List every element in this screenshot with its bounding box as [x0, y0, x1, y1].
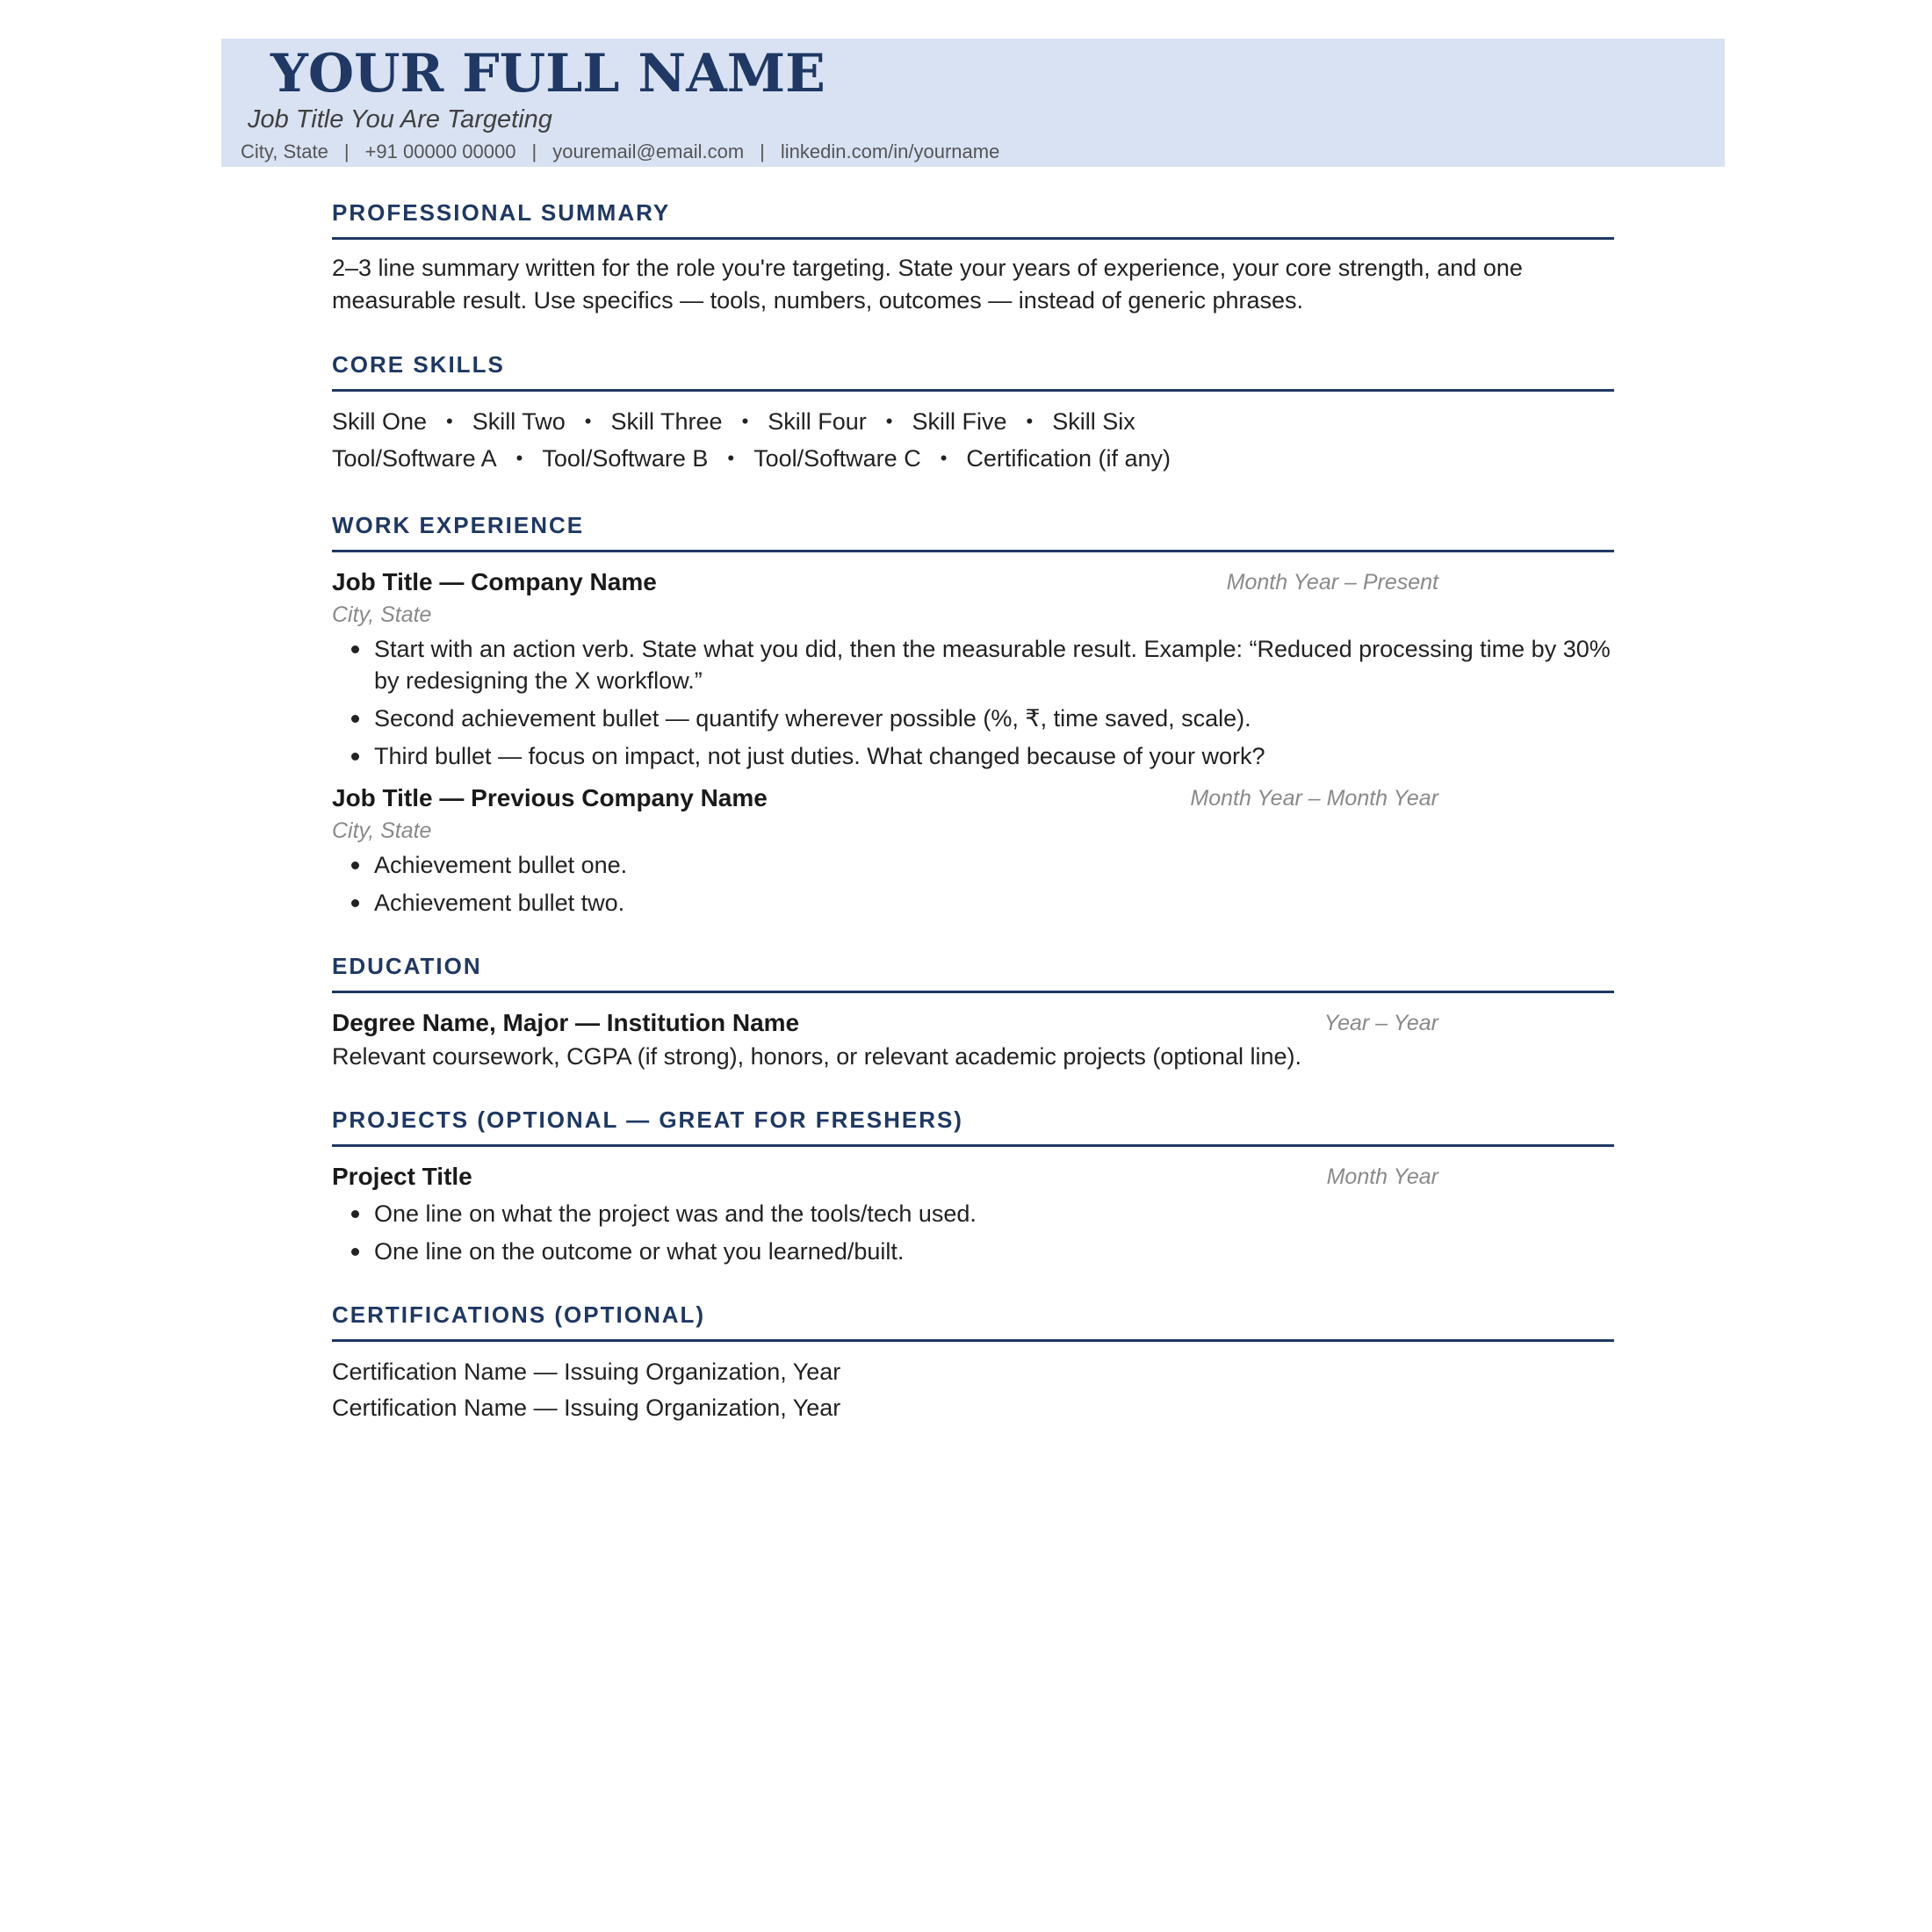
job-location: City, State	[332, 602, 432, 627]
skills-row-2	[332, 441, 1614, 478]
contact-email[interactable]: youremail@email.com	[552, 141, 745, 162]
skill-item: Skill Six	[1052, 408, 1135, 435]
list-item: One line on the outcome or what you learned/built.	[332, 1236, 1614, 1267]
target-job-title: Job Title You Are Targeting	[248, 105, 552, 133]
list-item: One line on what the project was and the tools/tech used.	[332, 1198, 1614, 1229]
education-description: Relevant coursework, CGPA (if strong), honors, or relevant academic projects (optional line).	[332, 1043, 1301, 1070]
job-dates: Month Year – Month Year	[1190, 786, 1438, 811]
degree-title: Degree Name, Major — Institution Name	[332, 1009, 800, 1036]
certification-item: Certification Name — Issuing Organization, Year	[332, 1395, 841, 1421]
section-divider	[332, 389, 1614, 392]
section-divider	[332, 550, 1614, 552]
skill-item: Skill Four	[768, 408, 867, 435]
skill-item: Skill Two	[472, 408, 566, 435]
bullet-dot: •	[584, 410, 592, 432]
bullet-dot: •	[515, 447, 523, 469]
job-title: Job Title — Previous Company Name	[332, 784, 768, 811]
job-bullets	[332, 633, 1614, 772]
job-header	[332, 565, 1614, 600]
education-section	[332, 948, 1614, 1072]
section-divider	[332, 1144, 1614, 1147]
skill-item: Certification (if any)	[966, 445, 1171, 472]
job-location: City, State	[332, 818, 432, 843]
section-title: PROJECTS (OPTIONAL — GREAT FOR FRESHERS)	[332, 1107, 963, 1133]
skills-row-1	[332, 404, 1614, 441]
skill-item: Tool/Software B	[542, 445, 709, 472]
bullet-dot: •	[1026, 410, 1034, 432]
project-header	[332, 1159, 1614, 1194]
job-entry	[332, 565, 1614, 772]
summary-section	[332, 195, 1614, 317]
summary-text: 2–3 line summary written for the role you're targeting. State your years of experience, your core strength, and one measurable result. Use specifics — tools, numbers, outcomes — instead of generic phrases.	[332, 255, 1523, 314]
certification-item: Certification Name — Issuing Organization, Year	[332, 1359, 841, 1385]
section-title: CERTIFICATIONS (OPTIONAL)	[332, 1301, 706, 1328]
education-header	[332, 1006, 1614, 1041]
section-title: PROFESSIONAL SUMMARY	[332, 199, 671, 226]
section-divider	[332, 237, 1614, 240]
list-item: Achievement bullet one.	[332, 849, 1614, 881]
contact-separator: |	[343, 141, 350, 162]
section-title: WORK EXPERIENCE	[332, 512, 585, 538]
bullet-dot: •	[885, 410, 893, 432]
contact-linkedin[interactable]: linkedin.com/in/yourname	[780, 141, 1000, 162]
skill-item: Tool/Software A	[332, 445, 497, 472]
contact-separator: |	[531, 141, 537, 162]
section-divider	[332, 1339, 1614, 1342]
list-item: Achievement bullet two.	[332, 887, 1614, 919]
bullet-dot: •	[940, 447, 948, 469]
skill-item: Skill One	[332, 408, 428, 435]
skill-item: Skill Five	[912, 408, 1007, 435]
skill-item: Tool/Software C	[753, 445, 921, 472]
projects-section	[332, 1102, 1614, 1267]
section-title: EDUCATION	[332, 953, 482, 979]
job-title: Job Title — Company Name	[332, 568, 657, 595]
skills-section	[332, 347, 1614, 478]
contact-line	[241, 139, 999, 165]
project-bullets	[332, 1198, 1614, 1267]
section-divider	[332, 991, 1614, 993]
experience-section	[332, 508, 1614, 919]
certifications-section	[332, 1297, 1614, 1426]
resume-header	[221, 39, 1725, 167]
bullet-dot: •	[446, 410, 453, 432]
full-name: YOUR FULL NAME	[270, 43, 825, 105]
bullet-dot: •	[727, 447, 735, 469]
list-item: Third bullet — focus on impact, not just duties. What changed because of your work?	[332, 740, 1614, 772]
project-title: Project Title	[332, 1163, 472, 1190]
contact-phone: +91 00000 00000	[364, 141, 516, 162]
bullet-dot: •	[741, 410, 749, 432]
skill-item: Skill Three	[610, 408, 723, 435]
list-item: Start with an action verb. State what you did, then the measurable result. Example: “Reduced processing time by 30% by redesigning the X workflow.”	[332, 633, 1614, 696]
job-entry	[332, 781, 1614, 919]
job-dates: Month Year – Present	[1226, 570, 1438, 595]
section-title: CORE SKILLS	[332, 351, 505, 378]
education-dates: Year – Year	[1323, 1011, 1438, 1035]
contact-location: City, State	[241, 141, 328, 162]
contact-separator: |	[760, 141, 765, 162]
job-header	[332, 781, 1614, 816]
resume-body	[332, 195, 1614, 1456]
list-item: Second achievement bullet — quantify wherever possible (%, ₹, time saved, scale).	[332, 703, 1614, 734]
job-bullets	[332, 849, 1614, 919]
project-date: Month Year	[1326, 1164, 1438, 1189]
